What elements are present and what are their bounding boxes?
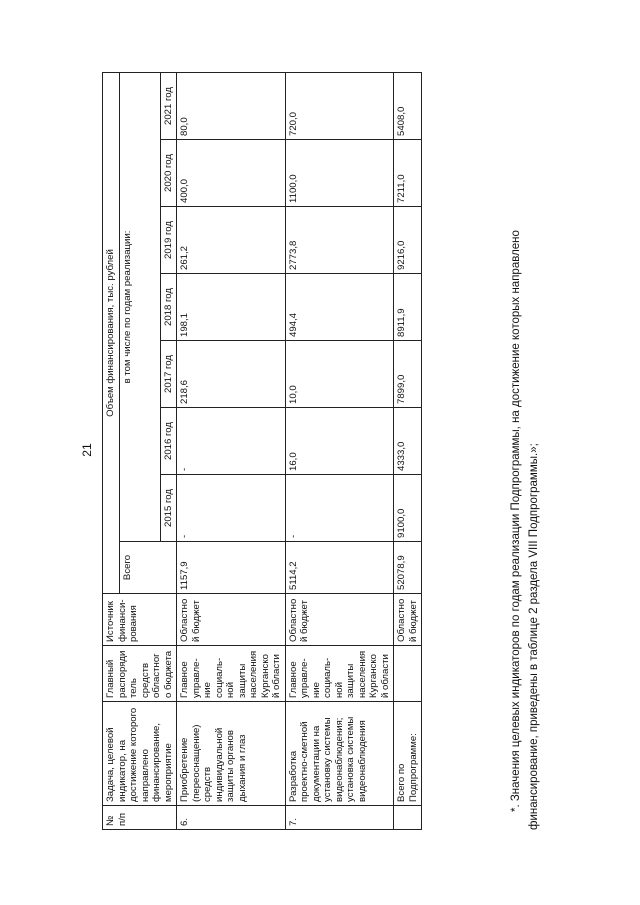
footnote	[508, 72, 544, 830]
cell-value: 8911,9	[394, 274, 422, 341]
header-task: Задача, целевой индикатор, на достижение которого направлено финансирование, мероприятие	[103, 702, 177, 806]
header-year: 2017 год	[160, 341, 177, 408]
cell-source: Областной бюджет	[177, 594, 286, 646]
header-year: 2016 год	[160, 408, 177, 475]
header-year: 2018 год	[160, 274, 177, 341]
cell-num: 6.	[177, 806, 286, 830]
table-row	[285, 72, 394, 829]
cell-value: 9100,0	[394, 475, 422, 542]
cell-num	[394, 806, 422, 830]
cell-value: 261,2	[177, 207, 286, 274]
cell-value: 494,4	[285, 274, 394, 341]
header-total: Всего	[119, 542, 177, 594]
cell-value: -	[285, 475, 394, 542]
header-year: 2020 год	[160, 140, 177, 207]
cell-value: 218,6	[177, 341, 286, 408]
cell-value: 400,0	[177, 140, 286, 207]
header-by-years: в том числе по годам реализации:	[119, 72, 160, 541]
cell-value: 4333,0	[394, 408, 422, 475]
cell-value: 720,0	[285, 72, 394, 139]
header-volume: Объем финансирования, тыс. рублей	[103, 72, 120, 593]
cell-value: 16,0	[285, 408, 394, 475]
cell-value: -	[177, 475, 286, 542]
header-year: 2019 год	[160, 207, 177, 274]
cell-num: 7.	[285, 806, 394, 830]
cell-value: 7899,0	[394, 341, 422, 408]
cell-value: 198,1	[177, 274, 286, 341]
cell-manager	[394, 646, 422, 702]
rotated-page	[80, 70, 600, 830]
cell-value: 7211,0	[394, 140, 422, 207]
header-year: 2015 год	[160, 475, 177, 542]
cell-value: 1100,0	[285, 140, 394, 207]
header-num: № п/п	[103, 806, 177, 830]
cell-total: 5114,2	[285, 542, 394, 594]
cell-total: 1157,9	[177, 542, 286, 594]
header-manager: Главный распорядитель средств областного бюджета	[103, 646, 177, 702]
footnote-line: *. Значения целевых индикаторов по годам реализации Подпрограммы, на достижение которых направлено	[510, 230, 522, 812]
footnote-line: финансирование, приведены в таблице 2 раздела VIII Подпрограммы.»;	[527, 443, 540, 830]
cell-value: 9216,0	[394, 207, 422, 274]
cell-task: Всего по Подпрограмме:	[394, 702, 422, 806]
cell-value: -	[177, 408, 286, 475]
cell-manager: Главное управле-ние социаль-ной защиты населения Курганской области	[285, 646, 394, 702]
page-number: 21	[80, 443, 94, 457]
cell-value: 10,0	[285, 341, 394, 408]
cell-source: Областной бюджет	[285, 594, 394, 646]
cell-manager: Главное управле-ние социаль-ной защиты населения Курганской области	[177, 646, 286, 702]
cell-value: 80,0	[177, 72, 286, 139]
table-row	[177, 72, 286, 829]
financing-table	[102, 72, 422, 830]
cell-task: Разработка проектно-сметной документации на установку системы видеонаблюдения; установка системы видеонаблюдения	[285, 702, 394, 806]
cell-value: 5408,0	[394, 72, 422, 139]
table-row-total	[394, 72, 422, 829]
cell-total: 52078,9	[394, 542, 422, 594]
cell-value: 2773,8	[285, 207, 394, 274]
header-year: 2021 год	[160, 72, 177, 139]
cell-source: Областной бюджет	[394, 594, 422, 646]
header-source: Источник финанси-рования	[103, 594, 177, 646]
cell-task: Приобретение (переоснащение) средств индивидуальной защиты органов дыхания и глаз	[177, 702, 286, 806]
